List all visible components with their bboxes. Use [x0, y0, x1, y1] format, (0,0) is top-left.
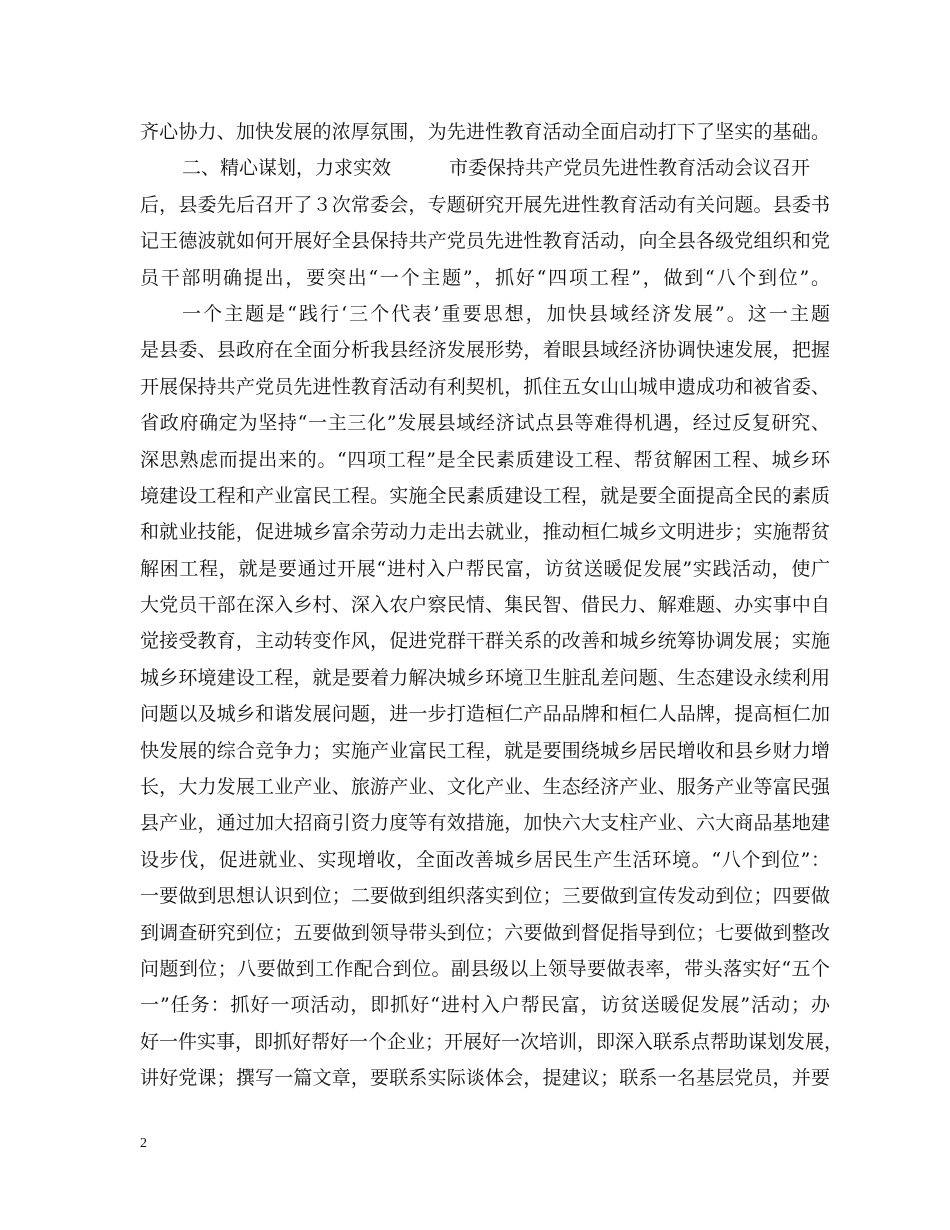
text-line: 设步伐，促进就业、实现增收，全面改善城乡居民生产生活环境。“八个到位”：	[140, 848, 830, 871]
text-line: 和就业技能，促进城乡富余劳动力走出去就业，推动桓仁城乡文明进步；实施帮贫	[140, 521, 830, 544]
text-line: 长，大力发展工业产业、旅游产业、文化产业、生态经济产业、服务产业等富民强	[140, 776, 830, 799]
text-line: 问题到位；八要做到工作配合到位。副县级以上领导要做表率，带头落实好“五个	[140, 957, 830, 980]
text-line: 齐心协力、加快发展的浓厚氛围，为先进性教育活动全面启动打下了坚实的基础。	[140, 121, 830, 143]
text-span: 市委保持共产党员先进性教育活动会议召开	[449, 157, 811, 180]
text-line: 一个主题是“践行‘三个代表’重要思想，加快县域经济发展”。这一主题	[182, 302, 830, 325]
text-line: 到调查研究到位；五要做到领导带头到位；六要做到督促指导到位；七要做到整改	[140, 921, 830, 944]
text-line: 后，县委先后召开了３次常委会，专题研究开展先进性教育活动有关问题。县委书	[140, 193, 830, 216]
text-line: 开展保持共产党员先进性教育活动有利契机，抓住五女山山城申遗成功和被省委、	[140, 375, 830, 398]
body-text	[140, 114, 844, 1097]
text-line: 境建设工程和产业富民工程。实施全民素质建设工程，就是要全面提高全民的素质	[140, 484, 830, 507]
text-line: 觉接受教育，主动转变作风，促进党群干群关系的改善和城乡统筹协调发展；实施	[140, 630, 830, 653]
text-line: 解困工程，就是要通过开展“进村入户帮民富，访贫送暖促发展”实践活动，使广	[140, 557, 830, 580]
text-line: 一”任务：抓好一项活动，即抓好“进村入户帮民富，访贫送暖促发展”活动；办	[140, 994, 830, 1017]
text-line	[140, 150, 830, 186]
section-heading: 二、精心谋划，力求实效	[182, 157, 392, 180]
text-line: 一要做到思想认识到位；二要做到组织落实到位；三要做到宣传发动到位；四要做	[140, 885, 830, 908]
text-line: 好一件实事，即抓好帮好一个企业；开展好一次培训，即深入联系点帮助谋划发展，	[140, 1030, 844, 1053]
text-line: 深思熟虑而提出来的。“四项工程”是全民素质建设工程、帮贫解困工程、城乡环	[140, 448, 830, 471]
text-line: 快发展的综合竞争力；实施产业富民工程，就是要围绕城乡居民增收和县乡财力增	[140, 739, 830, 762]
page-number: 2	[140, 1136, 147, 1151]
text-line: 是县委、县政府在全面分析我县经济发展形势，着眼县域经济协调快速发展，把握	[140, 339, 830, 362]
text-line: 员干部明确提出，要突出“一个主题”，抓好“四项工程”，做到“八个到位”。	[140, 266, 830, 289]
text-line: 讲好党课；撰写一篇文章，要联系实际谈体会，提建议；联系一名基层党员，并要	[140, 1067, 830, 1090]
text-line: 县产业，通过加大招商引资力度等有效措施，加快六大支柱产业、六大商品基地建	[140, 812, 830, 835]
text-line: 省政府确定为坚持“一主三化”发展县域经济试点县等难得机遇，经过反复研究、	[140, 412, 830, 435]
text-line: 记王德波就如何开展好全县保持共产党员先进性教育活动，向全县各级党组织和党	[140, 230, 830, 253]
text-line: 大党员干部在深入乡村、深入农户察民情、集民智、借民力、解难题、办实事中自	[140, 594, 830, 617]
text-line: 城乡环境建设工程，就是要着力解决城乡环境卫生脏乱差问题、生态建设永续利用	[140, 666, 830, 689]
text-line: 问题以及城乡和谐发展问题，进一步打造桓仁产品品牌和桓仁人品牌，提高桓仁加	[140, 703, 830, 726]
